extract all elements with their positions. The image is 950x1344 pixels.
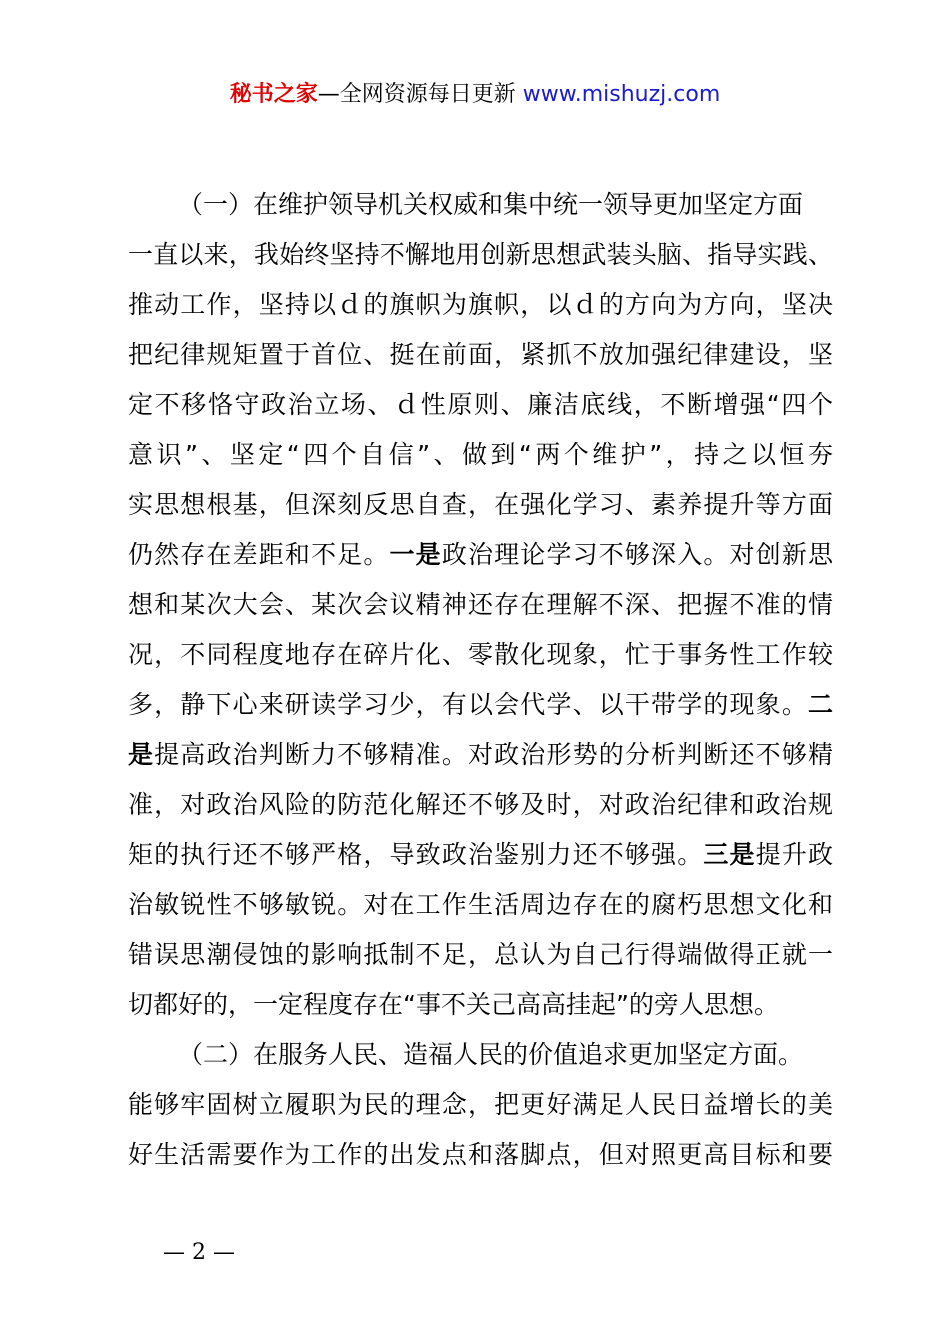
brand-name: 秘书之家 (229, 82, 318, 107)
line-text: 提升政 (755, 840, 833, 869)
paragraph-line: 治敏锐性不够敏锐。对在工作生活周边存在的腐朽思想文化和 (128, 890, 833, 919)
header-tagline: —全网资源每日更新 (317, 82, 516, 107)
paragraph-line: 好生活需要作为工作的出发点和落脚点，但对照更高目标和要 (128, 1140, 833, 1169)
document-body (128, 180, 833, 1180)
paragraph-line (128, 830, 833, 880)
paragraph-line: 推动工作，坚持以ｄ的旗帜为旗帜，以ｄ的方向为方向，坚决 (128, 290, 833, 319)
section-heading-2: （二）在服务人民、造福人民的价值追求更加坚定方面。 (178, 1040, 804, 1069)
paragraph-line: 把纪律规矩置于首位、挺在前面，紧抓不放加强纪律建设，坚 (128, 340, 833, 369)
bold-marker-first: 一是 (389, 540, 442, 569)
paragraph-line: 准，对政治风险的防范化解还不够及时，对政治纪律和政治规 (128, 790, 833, 819)
bold-marker-second-start: 二 (807, 690, 833, 719)
paragraph-line: 一直以来，我始终坚持不懈地用创新思想武装头脑、指导实践、 (128, 240, 833, 269)
line-text: 政治理论学习不够深入。对创新思 (441, 540, 833, 569)
paragraph-line (128, 730, 833, 780)
bold-marker-third: 三是 (703, 840, 756, 869)
paragraph-line: 意识”、坚定“四个自信”、做到“两个维护”，持之以恒夯 (128, 440, 833, 469)
paragraph-line: 定不移恪守政治立场、ｄ性原则、廉洁底线，不断增强“四个 (128, 390, 833, 419)
page-number: — 2 — (163, 1240, 235, 1265)
paragraph-line (128, 680, 833, 730)
site-url[interactable]: www.mishuzj.com (522, 82, 721, 107)
line-text: 提高政治判断力不够精准。对政治形势的分析判断还不够精 (154, 740, 833, 769)
paragraph-line (128, 530, 833, 580)
line-text: 仍然存在差距和不足。 (128, 540, 390, 569)
paragraph-line: 错误思潮侵蚀的影响抵制不足，总认为自己行得端做得正就一 (128, 940, 833, 969)
bold-marker-second-end: 是 (128, 740, 155, 769)
paragraph-line: 切都好的，一定程度存在“事不关己高高挂起”的旁人思想。 (128, 990, 779, 1019)
section-heading-1: （一）在维护领导机关权威和集中统一领导更加坚定方面 (178, 190, 804, 219)
line-text: 矩的执行还不够严格，导致政治鉴别力还不够强。 (128, 840, 704, 869)
paragraph-line: 想和某次大会、某次会议精神还存在理解不深、把握不准的情 (128, 590, 833, 619)
paragraph-line: 实思想根基，但深刻反思自查，在强化学习、素养提升等方面 (128, 490, 833, 519)
paragraph-line: 况，不同程度地存在碎片化、零散化现象，忙于事务性工作较 (128, 640, 833, 669)
paragraph-line: 能够牢固树立履职为民的理念，把更好满足人民日益增长的美 (128, 1090, 833, 1119)
line-text: 多，静下心来研读学习少，有以会代学、以干带学的现象。 (128, 690, 808, 719)
site-header (0, 78, 950, 112)
